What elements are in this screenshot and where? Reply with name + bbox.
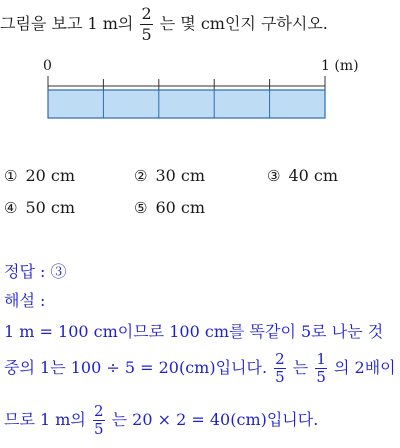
fraction-numerator: 1 [316, 350, 326, 368]
fraction-denominator: 5 [316, 368, 326, 386]
explanation-label: 해설 : [4, 291, 46, 310]
question-prefix: 그림을 보고 1 m의 [0, 14, 134, 33]
fraction-numerator: 2 [275, 350, 285, 368]
explanation-text: 는 [292, 358, 309, 377]
fraction-denominator: 5 [275, 368, 285, 386]
fraction-numerator: 2 [141, 4, 152, 23]
choice-text: 30 cm [155, 166, 206, 185]
choice-text: 20 cm [25, 166, 76, 185]
choice-text: 40 cm [288, 166, 339, 185]
fraction [315, 352, 327, 385]
choice-2[interactable] [134, 166, 205, 185]
choice-text: 60 cm [155, 198, 206, 217]
explanation-line-3 [4, 404, 318, 437]
question-fraction [140, 6, 152, 43]
ruler-figure [0, 72, 400, 152]
explanation-line-2 [4, 352, 396, 385]
choice-number: ② [134, 167, 148, 185]
explanation-text: 중의 1는 100 ÷ 5 = 20(cm)입니다. [4, 358, 268, 377]
fraction [274, 352, 286, 385]
explanation-text: 의 2배이 [333, 358, 396, 377]
choice-number: ④ [4, 199, 18, 217]
fraction-numerator: 2 [94, 402, 104, 420]
ruler-end-label: 1 (m) [321, 58, 359, 74]
choice-text: 50 cm [25, 198, 76, 217]
choice-5[interactable] [134, 198, 205, 217]
answer-label: 정답 : ③ [4, 262, 67, 281]
choice-number: ③ [267, 167, 281, 185]
explanation-line-1: 1 m = 100 cm이므로 100 cm를 똑같이 5로 나눈 것 [4, 322, 384, 341]
question [0, 6, 328, 43]
explanation-text: 는 20 × 2 = 40(cm)입니다. [111, 410, 319, 429]
fraction-denominator: 5 [94, 420, 104, 438]
choice-3[interactable] [267, 166, 338, 185]
fraction-denominator: 5 [141, 25, 152, 44]
question-suffix: 는 몇 cm인지 구하시오. [159, 14, 328, 33]
ruler-bar [48, 90, 325, 118]
choice-4[interactable] [4, 198, 75, 217]
choice-1[interactable] [4, 166, 75, 185]
fraction [93, 404, 105, 437]
choice-number: ① [4, 167, 18, 185]
choice-number: ⑤ [134, 199, 148, 217]
explanation-text: 므로 1 m의 [4, 410, 86, 429]
ruler-start-label: 0 [43, 58, 52, 74]
